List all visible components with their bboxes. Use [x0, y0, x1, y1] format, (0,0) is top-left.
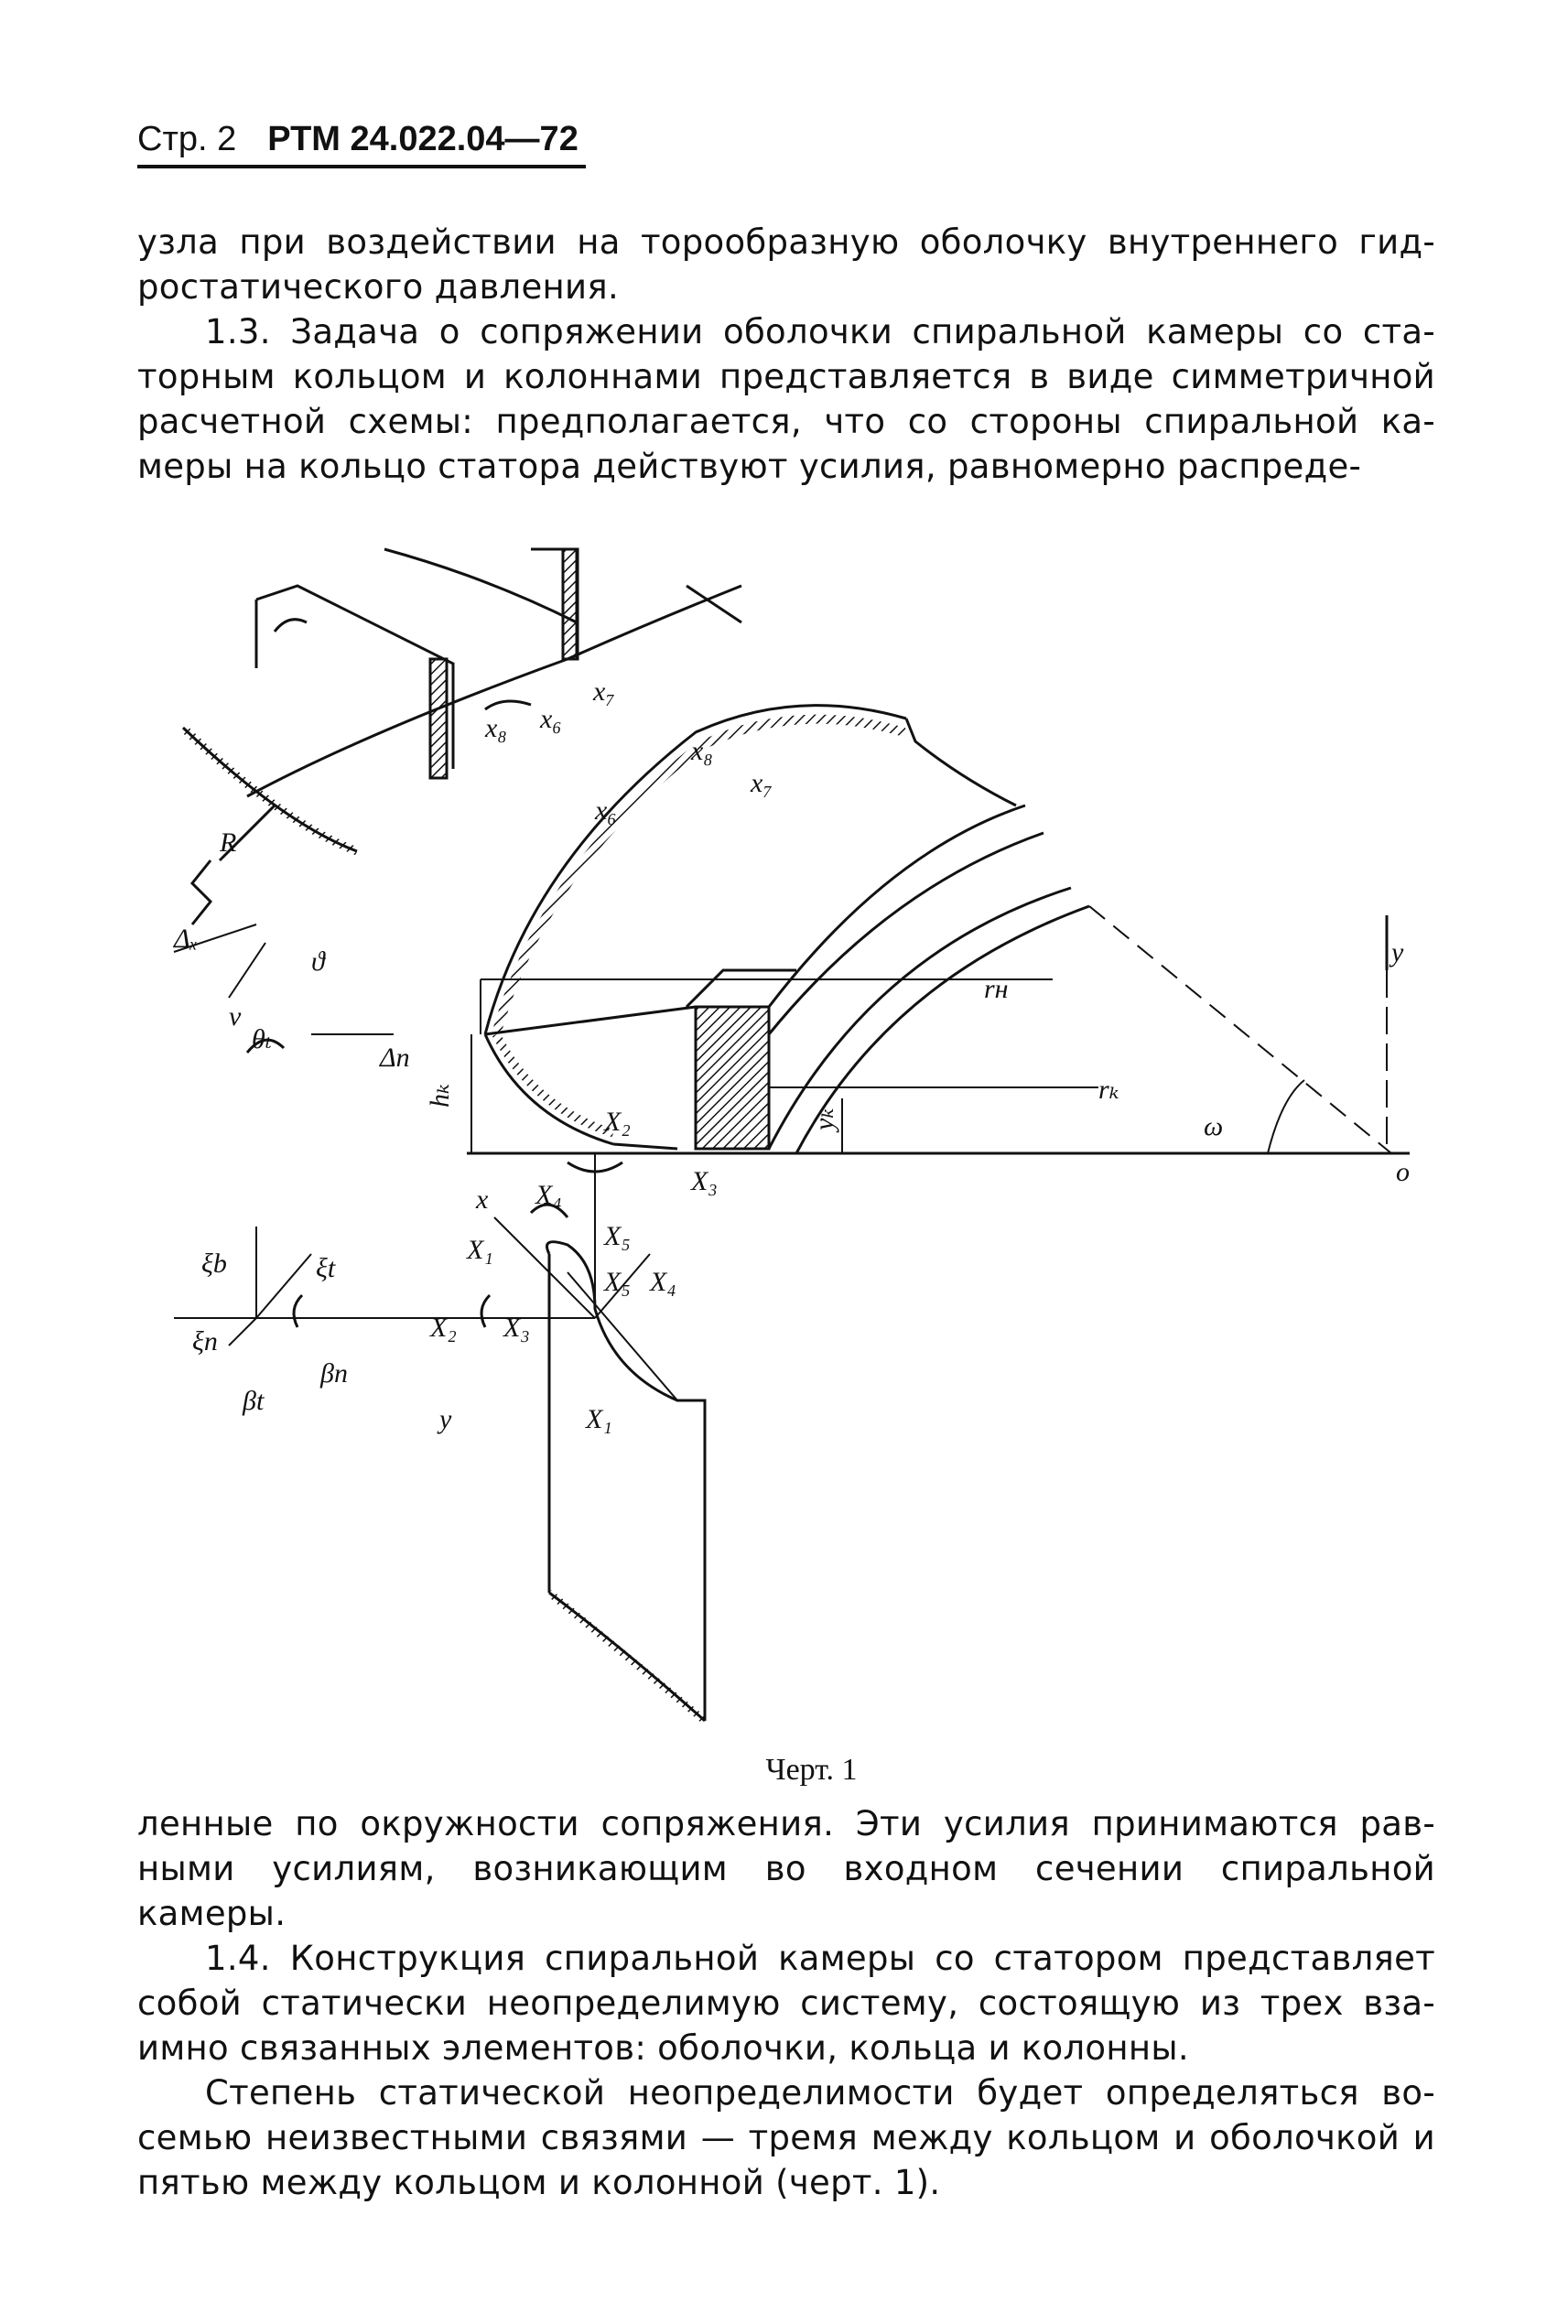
- label-x1b: X₁: [586, 1404, 612, 1434]
- label-theta-t: θₜ: [252, 1024, 273, 1054]
- label-xi-b: ξb: [201, 1248, 227, 1279]
- label-o: o: [1396, 1157, 1410, 1187]
- paragraph-1-4: 1.4. Конструкция спиральной камеры со статором представляет собой статически неопределимую систему, состоящую из трех вза-имно связанных элементов: оболочки, кольца и колонны.: [137, 1939, 1435, 2068]
- upper-arc-2: [183, 728, 357, 851]
- xi-t-axis: [256, 1254, 311, 1318]
- figure-drawing: [137, 522, 1419, 1744]
- paragraph-degree: Степень статической неопределимости будет определяться во-семью неизвестными связями — тремя между кольцом и оболочкой и пятью между кольцом и колонной (черт. 1).: [137, 2073, 1435, 2202]
- label-x4a: X₄: [535, 1180, 562, 1210]
- label-beta-n: βп: [320, 1358, 348, 1389]
- upper-hatched-arc: [183, 728, 357, 851]
- label-x3b: X₃: [503, 1313, 530, 1343]
- label-x3a: X₃: [691, 1166, 718, 1196]
- upper-column-a: [256, 586, 453, 769]
- figure-caption: Черт. 1: [765, 1753, 858, 1787]
- upper-moment-arrow: [485, 701, 531, 709]
- shell-end: [906, 719, 1016, 805]
- label-y-axis: y: [1391, 937, 1404, 967]
- upper-ring-edge: [247, 586, 741, 796]
- label-yk: yₖ: [809, 1108, 839, 1130]
- label-x7a: x₇: [593, 676, 615, 707]
- label-x2a: X₂: [604, 1107, 631, 1137]
- upper-column-b-section: [563, 549, 578, 659]
- paragraph-continuation-2: ленные по окружности сопряжения. Эти усилия принимаются рав-ными усилиям, возникающим во входном сечении спиральной камеры.: [137, 1804, 1435, 1933]
- shell-lower-join: [613, 1144, 677, 1149]
- label-delta-x: Δₓ: [174, 924, 199, 954]
- text-block-bottom: [137, 1801, 1435, 2205]
- ring-top-edge: [687, 970, 796, 1007]
- label-beta-t: βt: [243, 1386, 265, 1416]
- x2-moment: [481, 1295, 490, 1327]
- upper-arc-1: [384, 549, 577, 622]
- column-base-hatched: [549, 1593, 705, 1721]
- radius-squiggle: [192, 860, 211, 924]
- upper-column-a-section: [430, 659, 447, 778]
- omega-arc: [1268, 1080, 1304, 1153]
- beta-n-moment: [294, 1295, 302, 1327]
- label-y-small: y: [439, 1404, 452, 1434]
- label-R: R: [220, 827, 237, 858]
- label-rk: rₖ: [1098, 1075, 1119, 1105]
- label-x-small: x: [476, 1184, 489, 1215]
- figure-svg: [137, 522, 1419, 1739]
- label-x1a: X₁: [467, 1235, 493, 1265]
- label-omega: ω: [1204, 1111, 1224, 1141]
- label-xi-t: ξt: [316, 1253, 336, 1283]
- shell-ring-link: [485, 1007, 696, 1034]
- label-hk: hₖ: [425, 1084, 455, 1108]
- paragraph-1-3: 1.3. Задача о сопряжении оболочки спиральной камеры со ста-торным кольцом и колоннами представляется в виде симметричной расчетной схемы: предполагается, что со стороны спиральной ка-меры на кольцо статора действуют усилия, равномерно распреде-: [137, 312, 1435, 486]
- label-x6a: x₆: [540, 704, 562, 734]
- paragraph-continuation: узла при воздействии на торообразную оболочку внутреннего гид-ростатического давления.: [137, 222, 1435, 307]
- label-x7b: x₇: [751, 768, 773, 798]
- label-x5a: X₅: [604, 1221, 631, 1251]
- label-x8b: x₈: [691, 736, 713, 766]
- x1-axis: [494, 1217, 595, 1318]
- ring-cross-section: [696, 1007, 769, 1149]
- omega-ray: [1089, 906, 1391, 1153]
- label-v: v: [229, 1001, 242, 1032]
- label-theta: ϑ: [311, 946, 325, 977]
- text-block-top: [137, 220, 1435, 489]
- label-rn: rн: [984, 974, 1009, 1004]
- document-number: РТМ 24.022.04—72: [267, 120, 579, 158]
- v-arrow: [229, 943, 265, 998]
- label-x5b: X₅: [604, 1267, 631, 1297]
- label-x8a: x₈: [485, 713, 507, 743]
- page-number: Стр. 2: [137, 120, 237, 158]
- page-header: [137, 119, 586, 168]
- ring-arc-2: [769, 833, 1044, 1034]
- label-x6b: x₆: [595, 795, 617, 826]
- column-profile: [547, 1242, 706, 1721]
- beta-t-axis: [229, 1318, 256, 1346]
- label-x2b: X₂: [430, 1313, 457, 1343]
- label-delta-n: Δп: [380, 1043, 410, 1073]
- label-x4b: X₄: [650, 1267, 676, 1297]
- ring-arc-4: [796, 906, 1089, 1153]
- label-xi-n: ξп: [192, 1326, 218, 1357]
